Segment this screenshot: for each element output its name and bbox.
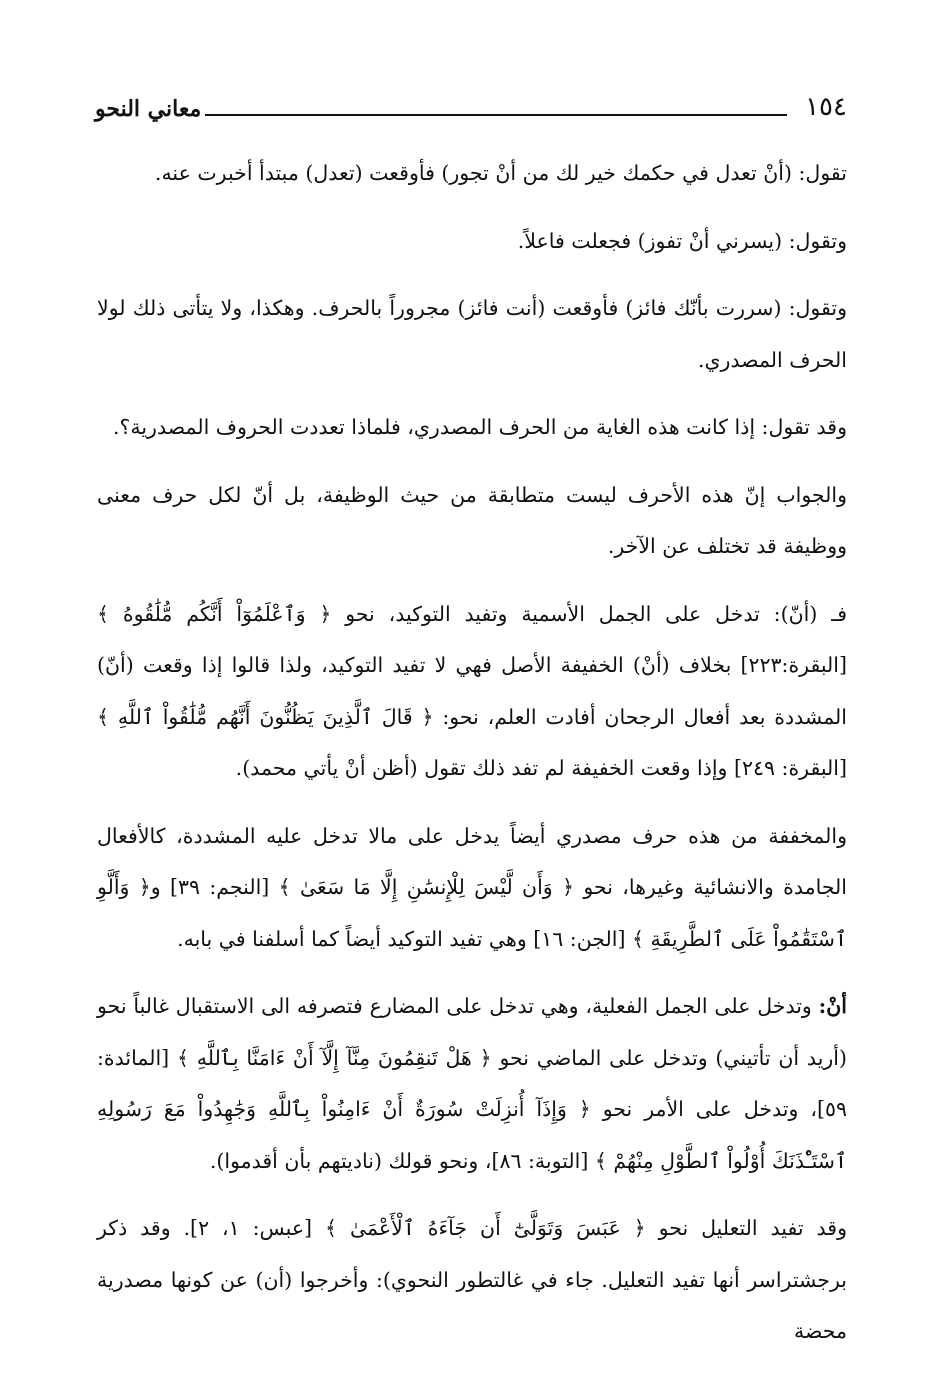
- paragraph-9: [97, 1203, 847, 1358]
- paragraph-6: [97, 589, 847, 795]
- paragraph-2: [97, 216, 847, 268]
- paragraph-lead-term: أنْ:: [818, 994, 847, 1018]
- paragraph-text: فـ (أنّ): تدخل على الجمل الأسمية وتفيد التوكيد، نحو ﴿ وَٱعْلَمُوٓاْ أَنَّكُم مُّلَٰقُوهُ ﴾ [البقرة:٢٢٣] بخلاف (أنْ) الخفيفة الأصل فهي لا تفيد التوكيد، ولذا قالوا إذا وقعت (أنّ) المشددة بعد أفعال الرجحان أفادت العلم، نحو: ﴿ قَالَ ٱلَّذِينَ يَظُنُّونَ أَنَّهُم مُّلَٰقُواْ ٱللَّهِ ﴾ [البقرة: ٢٤٩] وإذا وقعت الخفيفة لم تفد ذلك تقول (أظن أنْ يأتي محمد).: [97, 601, 847, 780]
- paragraph-8: [97, 981, 847, 1187]
- paragraph-4: [97, 402, 847, 454]
- paragraph-text: وقد تقول: إذا كانت هذه الغاية من الحرف المصدري، فلماذا تعددت الحروف المصدرية؟.: [112, 415, 847, 439]
- header-rule: [205, 114, 787, 116]
- paragraph-text: والجواب إنّ هذه الأحرف ليست متطابقة من حيث الوظيفة، بل أنّ لكل حرف معنى ووظيفة قد تختلف عن الآخر.: [97, 482, 847, 558]
- paragraph-5: [97, 470, 847, 573]
- page-number: ١٥٤: [805, 92, 847, 122]
- paragraph-text: وتقول: (سررت بأنّك فائز) فأوقعت (أنت فائز) مجروراً بالحرف. وهكذا، ولا يتأتى ذلك لولا الحرف المصدري.: [97, 296, 847, 372]
- page-body: [97, 148, 847, 1374]
- book-title: معاني النحو: [95, 96, 202, 122]
- paragraph-text: تقول: (أنْ تعدل في حكمك خير لك من أنْ تجور) فأوقعت (تعدل) مبتدأ أخبرت عنه.: [154, 161, 847, 185]
- paragraph-text: وتقول: (يسرني أنْ تفوز) فجعلت فاعلاً.: [517, 228, 847, 253]
- paragraph-7: [97, 811, 847, 966]
- paragraph-text: وقد تفيد التعليل نحو ﴿ عَبَسَ وَتَوَلَّىٰٓ أَن جَآءَهُ ٱلْأَعْمَىٰ ﴾ [عبس: ١، ٢]. وقد ذكر برجشتراسر أنها تفيد التعليل. جاء في غالتطور النحوي): وأخرجوا (أن) عن كونها مصدرية محضة: [97, 1216, 847, 1343]
- paragraph-1: [97, 148, 847, 200]
- paragraph-3: [97, 283, 847, 386]
- paragraph-text: والمخففة من هذه حرف مصدري أيضاً يدخل على مالا تدخل عليه المشددة، كالأفعال الجامدة والانشائية وغيرها، نحو ﴿ وَأَن لَّيْسَ لِلْإِنسَٰنِ إِلَّا مَا سَعَىٰ ﴾ [النجم: ٣٩] و﴿ وَأَلَّوِ ٱسْتَقَٰمُواْ عَلَى ٱلطَّرِيقَةِ ﴾ [الجن: ١٦] وهي تفيد التوكيد أيضاً كما أسلفنا في بابه.: [97, 823, 847, 951]
- page-header: [95, 92, 847, 132]
- paragraph-text: وتدخل على الجمل الفعلية، وهي تدخل على المضارع فتصرفه الى الاستقبال غالباً نحو (أريد أن تأتيني) وتدخل على الماضي نحو ﴿ هَلْ تَنقِمُونَ مِنَّآ إِلَّآ أَنْ ءَامَنَّا بِٱللَّهِ ﴾ [المائدة: ٥٩]، وتدخل على الأمر نحو ﴿ وَإِذَآ أُنزِلَتْ سُورَةٌ أَنْ ءَامِنُواْ بِٱللَّهِ وَجَٰهِدُواْ مَعَ رَسُولِهِ ٱسْتَـْٔذَنَكَ أُوْلُواْ ٱلطَّوْلِ مِنْهُمْ ﴾ [التوبة: ٨٦]، ونحو قولك (ناديتهم بأن أقدموا).: [97, 994, 847, 1173]
